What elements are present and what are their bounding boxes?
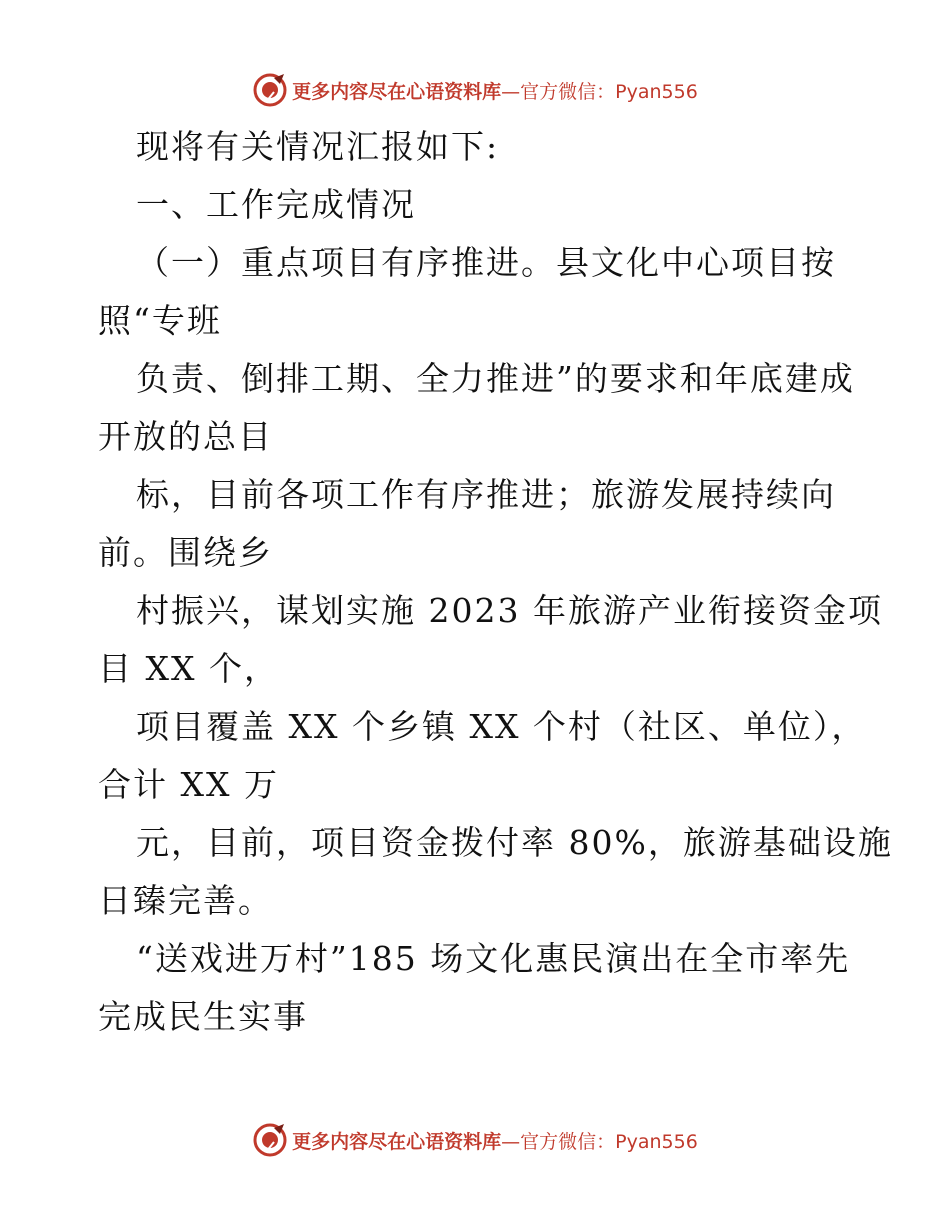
pen-logo-icon — [252, 72, 288, 108]
banner-brand: 更多内容尽在心语资料库 — [292, 1130, 502, 1153]
body-line: 开放的总目 — [98, 417, 273, 456]
body-line: 日臻完善。 — [98, 881, 273, 920]
banner-brand: 更多内容尽在心语资料库 — [292, 80, 502, 103]
pen-logo-icon — [252, 1122, 288, 1158]
body-line: 元，目前，项目资金拨付率 80%，旅游基础设施 — [136, 823, 893, 862]
banner-contact: 官方微信：Pyan556 — [520, 1130, 698, 1153]
footer-banner — [0, 1120, 950, 1160]
header-banner — [0, 70, 950, 110]
body-line: 照“专班 — [98, 301, 222, 340]
body-line: 前。围绕乡 — [98, 533, 273, 572]
banner-contact: 官方微信：Pyan556 — [520, 80, 698, 103]
body-line: 目 XX 个， — [98, 649, 279, 688]
body-line: 项目覆盖 XX 个乡镇 XX 个村（社区、单位）， — [136, 707, 867, 746]
document-body — [98, 118, 893, 1046]
body-line: （一）重点项目有序推进。县文化中心项目按 — [136, 243, 836, 282]
banner-text — [292, 77, 698, 104]
body-line: 负责、倒排工期、全力推进”的要求和年底建成 — [136, 359, 855, 398]
banner-separator: — — [501, 1130, 521, 1153]
body-line: 完成民生实事 — [98, 997, 308, 1036]
body-line: 合计 XX 万 — [98, 765, 279, 804]
body-line: 现将有关情况汇报如下: — [136, 127, 500, 166]
banner-text — [292, 1127, 698, 1154]
body-line: “送戏进万村”185 场文化惠民演出在全市率先 — [136, 939, 851, 978]
banner-separator: — — [501, 80, 521, 103]
section-heading: 一、工作完成情况 — [136, 185, 416, 224]
body-line: 标，目前各项工作有序推进；旅游发展持续向 — [136, 475, 836, 514]
body-line: 村振兴，谋划实施 2023 年旅游产业衔接资金项 — [136, 591, 883, 630]
